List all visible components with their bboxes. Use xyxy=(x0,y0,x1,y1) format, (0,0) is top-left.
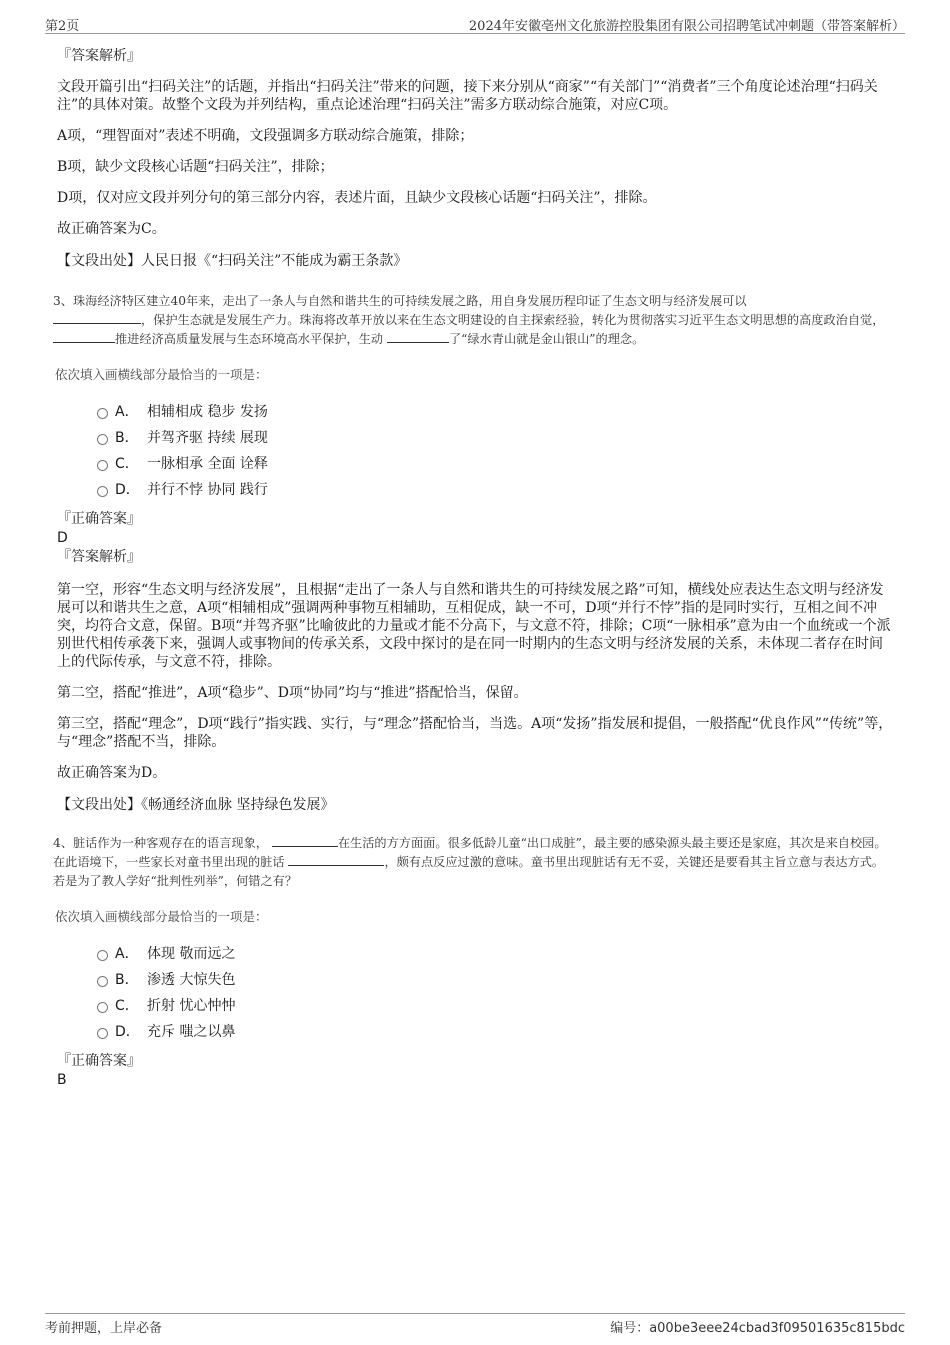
document-id: 编号：a00be3eee24cbad3f09501635c815bdc xyxy=(610,1321,905,1336)
fill-blank xyxy=(53,330,115,343)
analysis-label: 『答案解析』 xyxy=(57,48,141,64)
option-b[interactable]: B． 渗透 大惊失色 xyxy=(57,967,895,993)
radio-button[interactable] xyxy=(97,486,108,497)
analysis-paragraph: 文段开篇引出“扫码关注”的话题，并指出“扫码关注”带来的问题，接下来分别从“商家”“有关部门”“消费者”三个角度论述治理“扫码关注”的具体对策。故整个文段为并列结构，重点论述治理“扫码关注”需多方联动综合施策，对应C项。 xyxy=(57,79,878,113)
radio-button[interactable] xyxy=(97,1002,108,1013)
radio-button[interactable] xyxy=(97,408,108,419)
option-list xyxy=(57,399,895,503)
fill-blank xyxy=(387,330,449,343)
radio-button[interactable] xyxy=(97,950,108,961)
option-c[interactable]: C． 一脉相承 全面 诠释 xyxy=(57,451,895,477)
question-prompt: 依次填入画横线部分最恰当的一项是： xyxy=(55,909,268,924)
correct-answer: D xyxy=(57,530,68,546)
analysis-label: 『答案解析』 xyxy=(57,549,141,565)
question-4-text: 4、脏话作为一种客观存在的语言现象， 在生活的方方面面。很多低龄儿童“出口成脏”，最主要的感染源头最主要还是家庭，其次是来自校园。在此语境下，一些家长对童书里出现的脏话 ，颇有点反应过激的意味。童书里出现脏话有无不妥，关键还是要看其主旨立意与表达方式。若是为了教人学好“批判性列举”，何错之有？ xyxy=(53,836,887,888)
analysis-paragraph: 第一空，形容“生态文明与经济发展”，且根据“走出了一条人与自然和谐共生的可持续发展之路”可知，横线处应表达生态文明与经济发展可以和谐共生之意，A项“相辅相成”强调两种事物互相辅助，互相促成，缺一不可，D项“并行不悖”指的是同时实行，互相之间不冲突，均符合文意，保留。B项“并驾齐驱”比喻彼此的力量或才能不分高下，与文意不符，排除；C项“一脉相承”意为由一个血统或一个派别世代相传承袭下来，强调人或事物间的传承关系，文段中探讨的是在同一时期内的生态文明与经济发展的关系，未体现二者存在时间上的代际传承，与文意不符，排除。 xyxy=(57,582,891,670)
analysis-paragraph: D项，仅对应文段并列分句的第三部分内容，表述片面，且缺少文段核心话题“扫码关注”，排除。 xyxy=(57,190,657,206)
fill-blank xyxy=(272,834,338,847)
analysis-paragraph: 故正确答案为D。 xyxy=(57,765,167,781)
option-d[interactable]: D． 并行不悖 协同 践行 xyxy=(57,477,895,503)
source-citation: 【文段出处】人民日报《“扫码关注”不能成为霸王条款》 xyxy=(57,253,408,269)
analysis-paragraph: 第二空，搭配“推进”，A项“稳步”、D项“协同”均与“推进”搭配恰当，保留。 xyxy=(57,685,528,701)
document-body xyxy=(53,46,895,1089)
analysis-paragraph: A项，“理智面对”表述不明确，文段强调多方联动综合施策，排除； xyxy=(57,128,474,144)
option-a[interactable]: A． 相辅相成 稳步 发扬 xyxy=(57,399,895,425)
page-footer xyxy=(45,1313,905,1334)
question-3-text: 3、珠海经济特区建立40年来，走出了一条人与自然和谐共生的可持续发展之路，用自身发展历程印证了生态文明与经济发展可以 ，保护生态就是发展生产力。珠海将改革开放以来在生态文明建设的自主探索经验，转化为贯彻落实习近平生态文明思想的高度政治自觉， 推进经济高质量发展与生态环境高水平保护，生动 了“绿水青山就是金山银山”的理念。 xyxy=(53,294,885,346)
source-citation: 【文段出处】《畅通经济血脉 坚持绿色发展》 xyxy=(57,797,335,813)
question-prompt: 依次填入画横线部分最恰当的一项是： xyxy=(55,367,268,382)
correct-answer-label: 『正确答案』 xyxy=(57,1053,141,1069)
radio-button[interactable] xyxy=(97,976,108,987)
analysis-paragraph: 第三空，搭配“理念”，D项“践行”指实践、实行，与“理念”搭配恰当，当选。A项“发扬”指发展和提倡，一般搭配“优良作风”“传统”等，与“理念”搭配不当，排除。 xyxy=(57,716,893,750)
footer-slogan: 考前押题，上岸必备 xyxy=(45,1321,163,1336)
radio-button[interactable] xyxy=(97,1028,108,1039)
radio-button[interactable] xyxy=(97,434,108,445)
page-number: 第2页 xyxy=(45,19,80,34)
option-b[interactable]: B． 并驾齐驱 持续 展现 xyxy=(57,425,895,451)
option-c[interactable]: C． 折射 忧心忡忡 xyxy=(57,993,895,1019)
document-title: 2024年安徽亳州文化旅游控股集团有限公司招聘笔试冲刺题（带答案解析） xyxy=(468,19,905,34)
analysis-paragraph: B项，缺少文段核心话题“扫码关注”，排除； xyxy=(57,159,334,175)
correct-answer: B xyxy=(57,1072,67,1088)
option-a[interactable]: A． 体现 敬而远之 xyxy=(57,941,895,967)
option-d[interactable]: D． 充斥 嗤之以鼻 xyxy=(57,1019,895,1045)
correct-answer-label: 『正确答案』 xyxy=(57,511,141,527)
radio-button[interactable] xyxy=(97,460,108,471)
analysis-paragraph: 故正确答案为C。 xyxy=(57,221,166,237)
page-header xyxy=(45,13,905,34)
fill-blank xyxy=(288,853,384,866)
option-list xyxy=(57,941,895,1045)
fill-blank xyxy=(53,311,141,324)
